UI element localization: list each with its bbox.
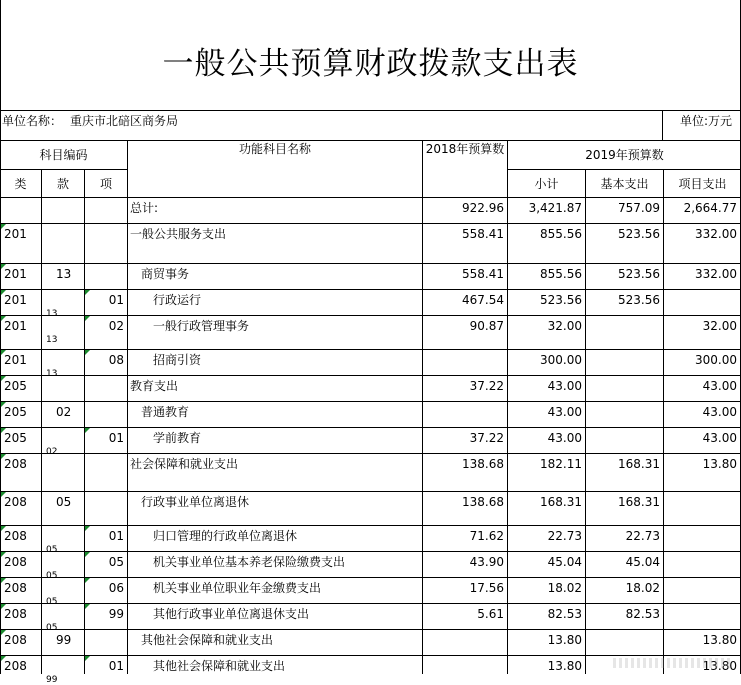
cell-project: 332.00 bbox=[695, 227, 737, 241]
unit-name-label: 单位名称： bbox=[2, 114, 63, 128]
cell-marker-icon bbox=[85, 656, 90, 661]
header-project: 项目支出 bbox=[678, 177, 727, 191]
cell-xiang: 01 bbox=[108, 431, 124, 445]
cell-subtotal: 22.73 bbox=[547, 529, 582, 543]
cell-marker-icon bbox=[1, 526, 6, 531]
row-line bbox=[0, 401, 741, 402]
cell-kuan-overflow: 13 bbox=[46, 335, 58, 345]
cell-marker-icon bbox=[85, 604, 90, 609]
cell-lei: 201 bbox=[4, 227, 27, 241]
row-line bbox=[0, 655, 741, 656]
cell-marker-icon bbox=[85, 316, 90, 321]
cell-subtotal: 3,421.87 bbox=[528, 201, 582, 215]
cell-subtotal: 45.04 bbox=[547, 555, 582, 569]
cell-project: 43.00 bbox=[702, 431, 737, 445]
cell-subtotal: 182.11 bbox=[540, 457, 582, 471]
cell-lei: 208 bbox=[4, 633, 27, 647]
row-line bbox=[0, 629, 741, 630]
cell-subtotal: 18.02 bbox=[547, 581, 582, 595]
cell-kuan: 99 bbox=[56, 633, 72, 647]
header-basic: 基本支出 bbox=[600, 177, 649, 191]
col-line bbox=[84, 169, 85, 674]
row-line bbox=[0, 577, 741, 578]
cell-subject-name: 教育支出 bbox=[130, 379, 179, 393]
cell-subtotal: 13.80 bbox=[547, 633, 582, 647]
row-line bbox=[0, 491, 741, 492]
cell-kuan: 13 bbox=[56, 267, 72, 281]
col-line bbox=[127, 140, 128, 674]
cell-subtotal: 13.80 bbox=[547, 659, 582, 673]
cell-kuan-overflow: 05 bbox=[46, 623, 58, 633]
cell-subtotal: 43.00 bbox=[547, 431, 582, 445]
cell-kuan-overflow: 99 bbox=[46, 675, 58, 685]
cell-marker-icon bbox=[85, 552, 90, 557]
cell-xiang: 06 bbox=[108, 581, 124, 595]
cell-project: 43.00 bbox=[702, 379, 737, 393]
cell-subject-name: 其他社会保障和就业支出 bbox=[141, 633, 274, 647]
cell-basic: 18.02 bbox=[625, 581, 660, 595]
cell-budget-2018: 138.68 bbox=[462, 457, 504, 471]
row-line bbox=[0, 375, 741, 376]
cell-marker-icon bbox=[1, 428, 6, 433]
cell-basic: 523.56 bbox=[618, 227, 660, 241]
cell-marker-icon bbox=[85, 428, 90, 433]
cell-lei: 201 bbox=[4, 293, 27, 307]
cell-subtotal: 43.00 bbox=[547, 379, 582, 393]
cell-budget-2018: 90.87 bbox=[469, 319, 504, 333]
header-kuan: 款 bbox=[56, 177, 69, 191]
cell-budget-2018: 138.68 bbox=[462, 495, 504, 509]
cell-subject-name: 招商引资 bbox=[153, 353, 202, 367]
cell-marker-icon bbox=[1, 492, 6, 497]
unit-row-top bbox=[0, 110, 741, 111]
cell-basic: 45.04 bbox=[625, 555, 660, 569]
cell-project: 2,664.77 bbox=[683, 201, 737, 215]
row-line bbox=[0, 289, 741, 290]
cell-subject-name: 总计: bbox=[130, 201, 159, 215]
cell-lei: 205 bbox=[4, 379, 27, 393]
cell-project: 13.80 bbox=[702, 457, 737, 471]
row-line bbox=[0, 603, 741, 604]
header-mid-left bbox=[0, 169, 127, 170]
cell-kuan-overflow: 05 bbox=[46, 597, 58, 607]
cell-basic: 22.73 bbox=[625, 529, 660, 543]
cell-marker-icon bbox=[1, 630, 6, 635]
cell-basic: 523.56 bbox=[618, 293, 660, 307]
cell-marker-icon bbox=[1, 350, 6, 355]
cell-lei: 201 bbox=[4, 319, 27, 333]
row-line bbox=[0, 427, 741, 428]
cell-marker-icon bbox=[1, 290, 6, 295]
unit-col-line bbox=[662, 110, 663, 140]
cell-kuan: 05 bbox=[56, 495, 72, 509]
cell-subject-name: 机关事业单位基本养老保险缴费支出 bbox=[153, 555, 346, 569]
cell-budget-2018: 37.22 bbox=[469, 431, 504, 445]
cell-xiang: 99 bbox=[108, 607, 124, 621]
col-line bbox=[41, 169, 42, 674]
cell-marker-icon bbox=[1, 376, 6, 381]
cell-marker-icon bbox=[1, 454, 6, 459]
cell-subtotal: 168.31 bbox=[540, 495, 582, 509]
cell-lei: 208 bbox=[4, 555, 27, 569]
cell-marker-icon bbox=[1, 578, 6, 583]
cell-lei: 205 bbox=[4, 431, 27, 445]
cell-subject-name: 行政运行 bbox=[153, 293, 202, 307]
cell-subtotal: 855.56 bbox=[540, 227, 582, 241]
cell-xiang: 02 bbox=[108, 319, 124, 333]
cell-xiang: 01 bbox=[108, 293, 124, 307]
cell-marker-icon bbox=[1, 224, 6, 229]
currency-unit: 单位:万元 bbox=[680, 114, 733, 128]
cell-marker-icon bbox=[1, 552, 6, 557]
cell-subtotal: 300.00 bbox=[540, 353, 582, 367]
cell-project: 32.00 bbox=[702, 319, 737, 333]
header-budget-2018: 2018年预算数 bbox=[425, 142, 505, 156]
header-subtotal: 小计 bbox=[534, 177, 559, 191]
row-line bbox=[0, 315, 741, 316]
cell-lei: 208 bbox=[4, 607, 27, 621]
header-top bbox=[0, 140, 741, 141]
cell-subtotal: 855.56 bbox=[540, 267, 582, 281]
cell-project: 332.00 bbox=[695, 267, 737, 281]
cell-kuan-overflow: 02 bbox=[46, 447, 58, 457]
row-line bbox=[0, 263, 741, 264]
cell-kuan-overflow: 05 bbox=[46, 545, 58, 555]
header-budget-2019: 2019年预算数 bbox=[585, 148, 664, 162]
cell-lei: 205 bbox=[4, 405, 27, 419]
cell-budget-2018: 37.22 bbox=[469, 379, 504, 393]
cell-kuan-overflow: 13 bbox=[46, 369, 58, 379]
left-border bbox=[0, 0, 1, 674]
unit-name-value: 重庆市北碚区商务局 bbox=[70, 114, 179, 128]
cell-budget-2018: 17.56 bbox=[469, 581, 504, 595]
cell-marker-icon bbox=[85, 578, 90, 583]
cell-subject-name: 机关事业单位职业年金缴费支出 bbox=[153, 581, 322, 595]
header-subject-name: 功能科目名称 bbox=[238, 142, 311, 156]
cell-marker-icon bbox=[1, 604, 6, 609]
row-line bbox=[0, 551, 741, 552]
cell-marker-icon bbox=[1, 656, 6, 661]
cell-marker-icon bbox=[85, 526, 90, 531]
cell-project: 300.00 bbox=[695, 353, 737, 367]
cell-subject-name: 行政事业单位离退休 bbox=[141, 495, 250, 509]
cell-xiang: 05 bbox=[108, 555, 124, 569]
cell-lei: 208 bbox=[4, 581, 27, 595]
cell-basic: 82.53 bbox=[625, 607, 660, 621]
faint-watermark bbox=[613, 658, 733, 668]
cell-budget-2018: 558.41 bbox=[462, 227, 504, 241]
cell-budget-2018: 71.62 bbox=[469, 529, 504, 543]
col-line bbox=[663, 169, 664, 674]
row-line bbox=[0, 525, 741, 526]
cell-xiang: 08 bbox=[108, 353, 124, 367]
cell-subject-name: 一般公共服务支出 bbox=[130, 227, 227, 241]
cell-subject-name: 学前教育 bbox=[153, 431, 202, 445]
cell-budget-2018: 467.54 bbox=[462, 293, 504, 307]
cell-marker-icon bbox=[85, 290, 90, 295]
cell-kuan-overflow: 13 bbox=[46, 309, 58, 319]
page-title: 一般公共预算财政拨款支出表 bbox=[162, 46, 579, 82]
cell-marker-icon bbox=[85, 350, 90, 355]
header-subject-code: 科目编码 bbox=[39, 148, 88, 162]
header-mid-right bbox=[507, 169, 741, 170]
cell-xiang: 01 bbox=[108, 659, 124, 673]
cell-marker-icon bbox=[1, 402, 6, 407]
header-xiang: 项 bbox=[99, 177, 112, 191]
cell-lei: 208 bbox=[4, 659, 27, 673]
header-bottom bbox=[0, 197, 741, 198]
cell-basic: 757.09 bbox=[618, 201, 660, 215]
row-line bbox=[0, 349, 741, 350]
cell-subject-name: 归口管理的行政单位离退休 bbox=[153, 529, 298, 543]
cell-lei: 201 bbox=[4, 353, 27, 367]
cell-xiang: 01 bbox=[108, 529, 124, 543]
cell-kuan-overflow: 05 bbox=[46, 571, 58, 581]
cell-project: 13.80 bbox=[702, 633, 737, 647]
cell-basic: 168.31 bbox=[618, 495, 660, 509]
header-lei: 类 bbox=[14, 177, 27, 191]
cell-subject-name: 一般行政管理事务 bbox=[153, 319, 250, 333]
cell-project: 13.80 bbox=[702, 659, 737, 673]
row-line bbox=[0, 223, 741, 224]
cell-lei: 208 bbox=[4, 495, 27, 509]
cell-project: 43.00 bbox=[702, 405, 737, 419]
cell-budget-2018: 5.61 bbox=[477, 607, 504, 621]
cell-subtotal: 43.00 bbox=[547, 405, 582, 419]
cell-budget-2018: 922.96 bbox=[462, 201, 504, 215]
row-line bbox=[0, 453, 741, 454]
cell-basic: 523.56 bbox=[618, 267, 660, 281]
cell-lei: 208 bbox=[4, 457, 27, 471]
cell-budget-2018: 558.41 bbox=[462, 267, 504, 281]
col-line bbox=[585, 169, 586, 674]
cell-marker-icon bbox=[1, 316, 6, 321]
cell-lei: 201 bbox=[4, 267, 27, 281]
cell-subject-name: 其他社会保障和就业支出 bbox=[153, 659, 286, 673]
cell-subject-name: 普通教育 bbox=[141, 405, 190, 419]
cell-lei: 208 bbox=[4, 529, 27, 543]
cell-subject-name: 其他行政事业单位离退休支出 bbox=[153, 607, 310, 621]
cell-subject-name: 社会保障和就业支出 bbox=[130, 457, 239, 471]
cell-budget-2018: 43.90 bbox=[469, 555, 504, 569]
cell-subtotal: 82.53 bbox=[547, 607, 582, 621]
cell-basic: 168.31 bbox=[618, 457, 660, 471]
cell-marker-icon bbox=[1, 264, 6, 269]
cell-subject-name: 商贸事务 bbox=[141, 267, 190, 281]
cell-subtotal: 32.00 bbox=[547, 319, 582, 333]
cell-kuan: 02 bbox=[56, 405, 72, 419]
cell-subtotal: 523.56 bbox=[540, 293, 582, 307]
